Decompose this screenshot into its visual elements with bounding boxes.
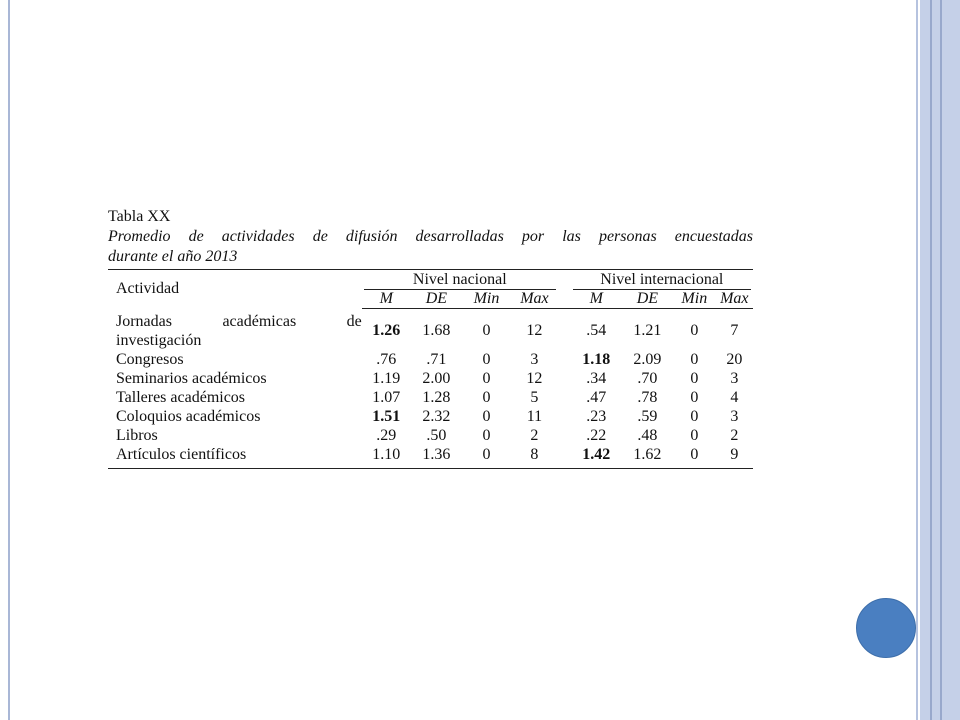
table-cell: 7	[730, 322, 739, 340]
table-cell: .34	[586, 369, 607, 387]
table-cell: 1.62	[633, 445, 662, 463]
table-cell: 3	[730, 407, 739, 425]
table-cell: 8	[530, 445, 539, 463]
subheader-m: M	[362, 290, 411, 309]
group-header-internacional	[571, 270, 753, 291]
table-cell: 5	[530, 388, 539, 406]
table-cell: 1.10	[372, 445, 401, 463]
table-caption-line1: Promedio de actividades de difusión desarrolladas por las personas encuestadas	[108, 228, 753, 245]
table-row	[108, 350, 753, 369]
table-cell: 3	[730, 369, 739, 387]
table-row	[108, 369, 753, 388]
table-cell: 4	[730, 388, 739, 406]
table-cell: 1.68	[422, 322, 451, 340]
table-cell: .76	[376, 350, 397, 368]
table-cell: 2	[730, 426, 739, 444]
table-cell: .71	[426, 350, 447, 368]
table-cell: .23	[586, 407, 607, 425]
row-label: Coloquios académicos	[116, 407, 261, 425]
table-cell: 20	[726, 350, 743, 368]
table-cell: 12	[526, 369, 543, 387]
right-frame-stripe	[930, 0, 932, 720]
table-cell: .70	[637, 369, 658, 387]
table-cell: 0	[690, 322, 699, 340]
decorative-circle	[856, 598, 916, 658]
table-cell: 9	[730, 445, 739, 463]
table-cell: 0	[690, 407, 699, 425]
row-label-line2: investigación	[116, 331, 202, 349]
row-label: Congresos	[116, 350, 184, 368]
table-cell: 1.18	[582, 350, 611, 368]
group-header-internacional-label: Nivel internacional	[573, 271, 751, 290]
table-row	[108, 407, 753, 426]
table-cell: 0	[482, 426, 491, 444]
left-frame-rule	[8, 0, 10, 720]
row-label-line1: Jornadas académicas de	[116, 312, 362, 330]
table-caption-line2: durante el año 2013	[108, 248, 238, 265]
row-label	[108, 309, 362, 350]
table-cell: 11	[526, 407, 543, 425]
row-label: Artículos científicos	[116, 445, 247, 463]
table-cell: 0	[690, 426, 699, 444]
table-cell: .29	[376, 426, 397, 444]
row-label: Seminarios académicos	[116, 369, 267, 387]
table-cell: .47	[586, 388, 607, 406]
table-row	[108, 309, 753, 350]
table-cell: .50	[426, 426, 447, 444]
table-cell: 1.42	[582, 445, 611, 463]
table-cell: 12	[526, 322, 543, 340]
table-cell: 1.07	[372, 388, 401, 406]
table-cell: 0	[690, 369, 699, 387]
table-cell: 1.51	[372, 407, 401, 425]
table-cell: 0	[690, 388, 699, 406]
table-cell: .59	[637, 407, 658, 425]
table-cell: 3	[530, 350, 539, 368]
group-header-nacional	[362, 270, 558, 291]
table-cell: .22	[586, 426, 607, 444]
table-cell: 1.19	[372, 369, 401, 387]
table-cell: 0	[482, 407, 491, 425]
table-cell: .48	[637, 426, 658, 444]
table-cell: 0	[690, 445, 699, 463]
right-frame-stripe	[940, 0, 942, 720]
table-cell: 0	[482, 388, 491, 406]
table-cell: 2.00	[422, 369, 451, 387]
subheader-de: DE	[411, 290, 462, 309]
subheader-min: Min	[673, 290, 716, 309]
table-cell: 2.09	[633, 350, 662, 368]
table-cell: 1.36	[422, 445, 451, 463]
column-header-actividad: Actividad	[116, 280, 180, 298]
table-cell: 1.26	[372, 322, 401, 340]
table-cell: 0	[482, 369, 491, 387]
row-label: Talleres académicos	[116, 388, 246, 406]
table-row	[108, 388, 753, 407]
subheader-max: Max	[511, 290, 558, 309]
table-cell: 0	[482, 445, 491, 463]
table-cell: .78	[637, 388, 658, 406]
table-cell: 1.28	[422, 388, 451, 406]
right-frame-rule	[916, 0, 918, 720]
subheader-m: M	[571, 290, 622, 309]
subheader-min: Min	[462, 290, 511, 309]
table-cell: 1.21	[633, 322, 662, 340]
row-label: Libros	[116, 426, 158, 444]
table-row	[108, 445, 753, 469]
table-title: Tabla XX	[108, 208, 171, 225]
table-cell: 0	[690, 350, 699, 368]
table-cell: 2.32	[422, 407, 451, 425]
subheader-de: DE	[622, 290, 673, 309]
table-cell: .54	[586, 322, 607, 340]
table-cell: 2	[530, 426, 539, 444]
table-cell: 0	[482, 350, 491, 368]
group-header-nacional-label: Nivel nacional	[364, 271, 556, 290]
activities-table	[108, 269, 753, 469]
table-row	[108, 426, 753, 445]
subheader-max: Max	[716, 290, 753, 309]
table-figure	[108, 207, 753, 469]
table-cell: 0	[482, 322, 491, 340]
